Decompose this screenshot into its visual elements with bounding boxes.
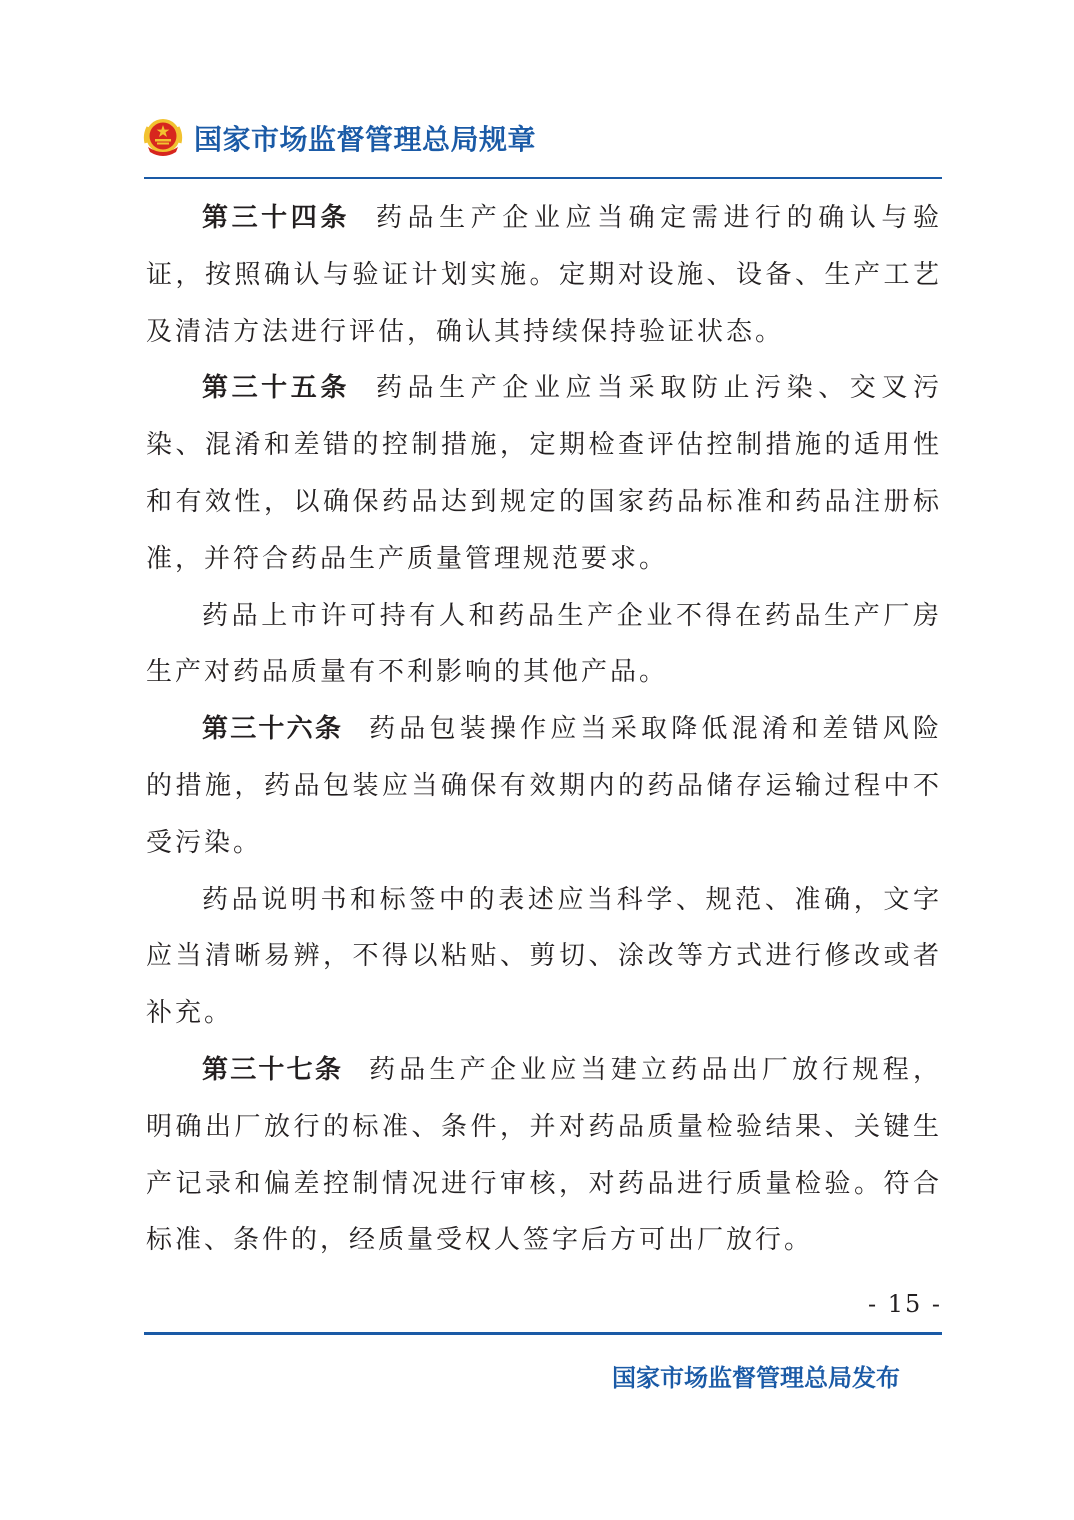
article-paragraph <box>146 872 942 1042</box>
article-text: 药品生产企业应当建立药品出厂放行规程，明确出厂放行的标准、条件，并对药品质量检验结果、关键生产记录和偏差控制情况进行审核，对药品进行质量检验。符合标准、条件的，经质量受权人签字后方可出厂放行。 <box>146 1054 942 1256</box>
article-text: 药品生产企业应当采取防止污染、交叉污染、混淆和差错的控制措施，定期检查评估控制措施的适用性和有效性，以确保药品达到规定的国家药品标准和药品注册标准，并符合药品生产质量管理规范要求。 <box>146 373 942 574</box>
article-paragraph <box>146 190 942 360</box>
footer-divider <box>144 1332 942 1335</box>
document-body <box>146 190 942 1269</box>
page-number: - 15 - <box>867 1290 942 1318</box>
article-number: 第三十六条 <box>202 714 344 745</box>
article-number: 第三十七条 <box>202 1054 344 1085</box>
article-number: 第三十四条 <box>202 203 350 233</box>
article-paragraph <box>146 1042 942 1269</box>
header-divider <box>144 177 942 179</box>
article-paragraph <box>146 360 942 587</box>
article-number: 第三十五条 <box>202 373 350 404</box>
article-text: 药品上市许可持有人和药品生产企业不得在药品生产厂房生产对药品质量有不利影响的其他产品。 <box>146 600 942 688</box>
article-text: 药品生产企业应当确定需进行的确认与验证，按照确认与验证计划实施。定期对设施、设备、生产工艺及清洁方法进行评估，确认其持续保持验证状态。 <box>146 203 942 347</box>
article-text: 药品包装操作应当采取降低混淆和差错风险的措施，药品包装应当确保有效期内的药品储存运输过程中不受污染。 <box>146 714 942 858</box>
national-emblem-icon <box>140 115 186 161</box>
page-header <box>140 112 536 164</box>
footer-publisher: 国家市场监督管理总局发布 <box>612 1364 900 1392</box>
header-title: 国家市场监督管理总局规章 <box>194 123 537 156</box>
article-paragraph <box>146 588 942 702</box>
article-text: 药品说明书和标签中的表述应当科学、规范、准确，文字应当清晰易辨，不得以粘贴、剪切、涂改等方式进行修改或者补充。 <box>146 884 942 1029</box>
article-paragraph <box>146 701 942 871</box>
